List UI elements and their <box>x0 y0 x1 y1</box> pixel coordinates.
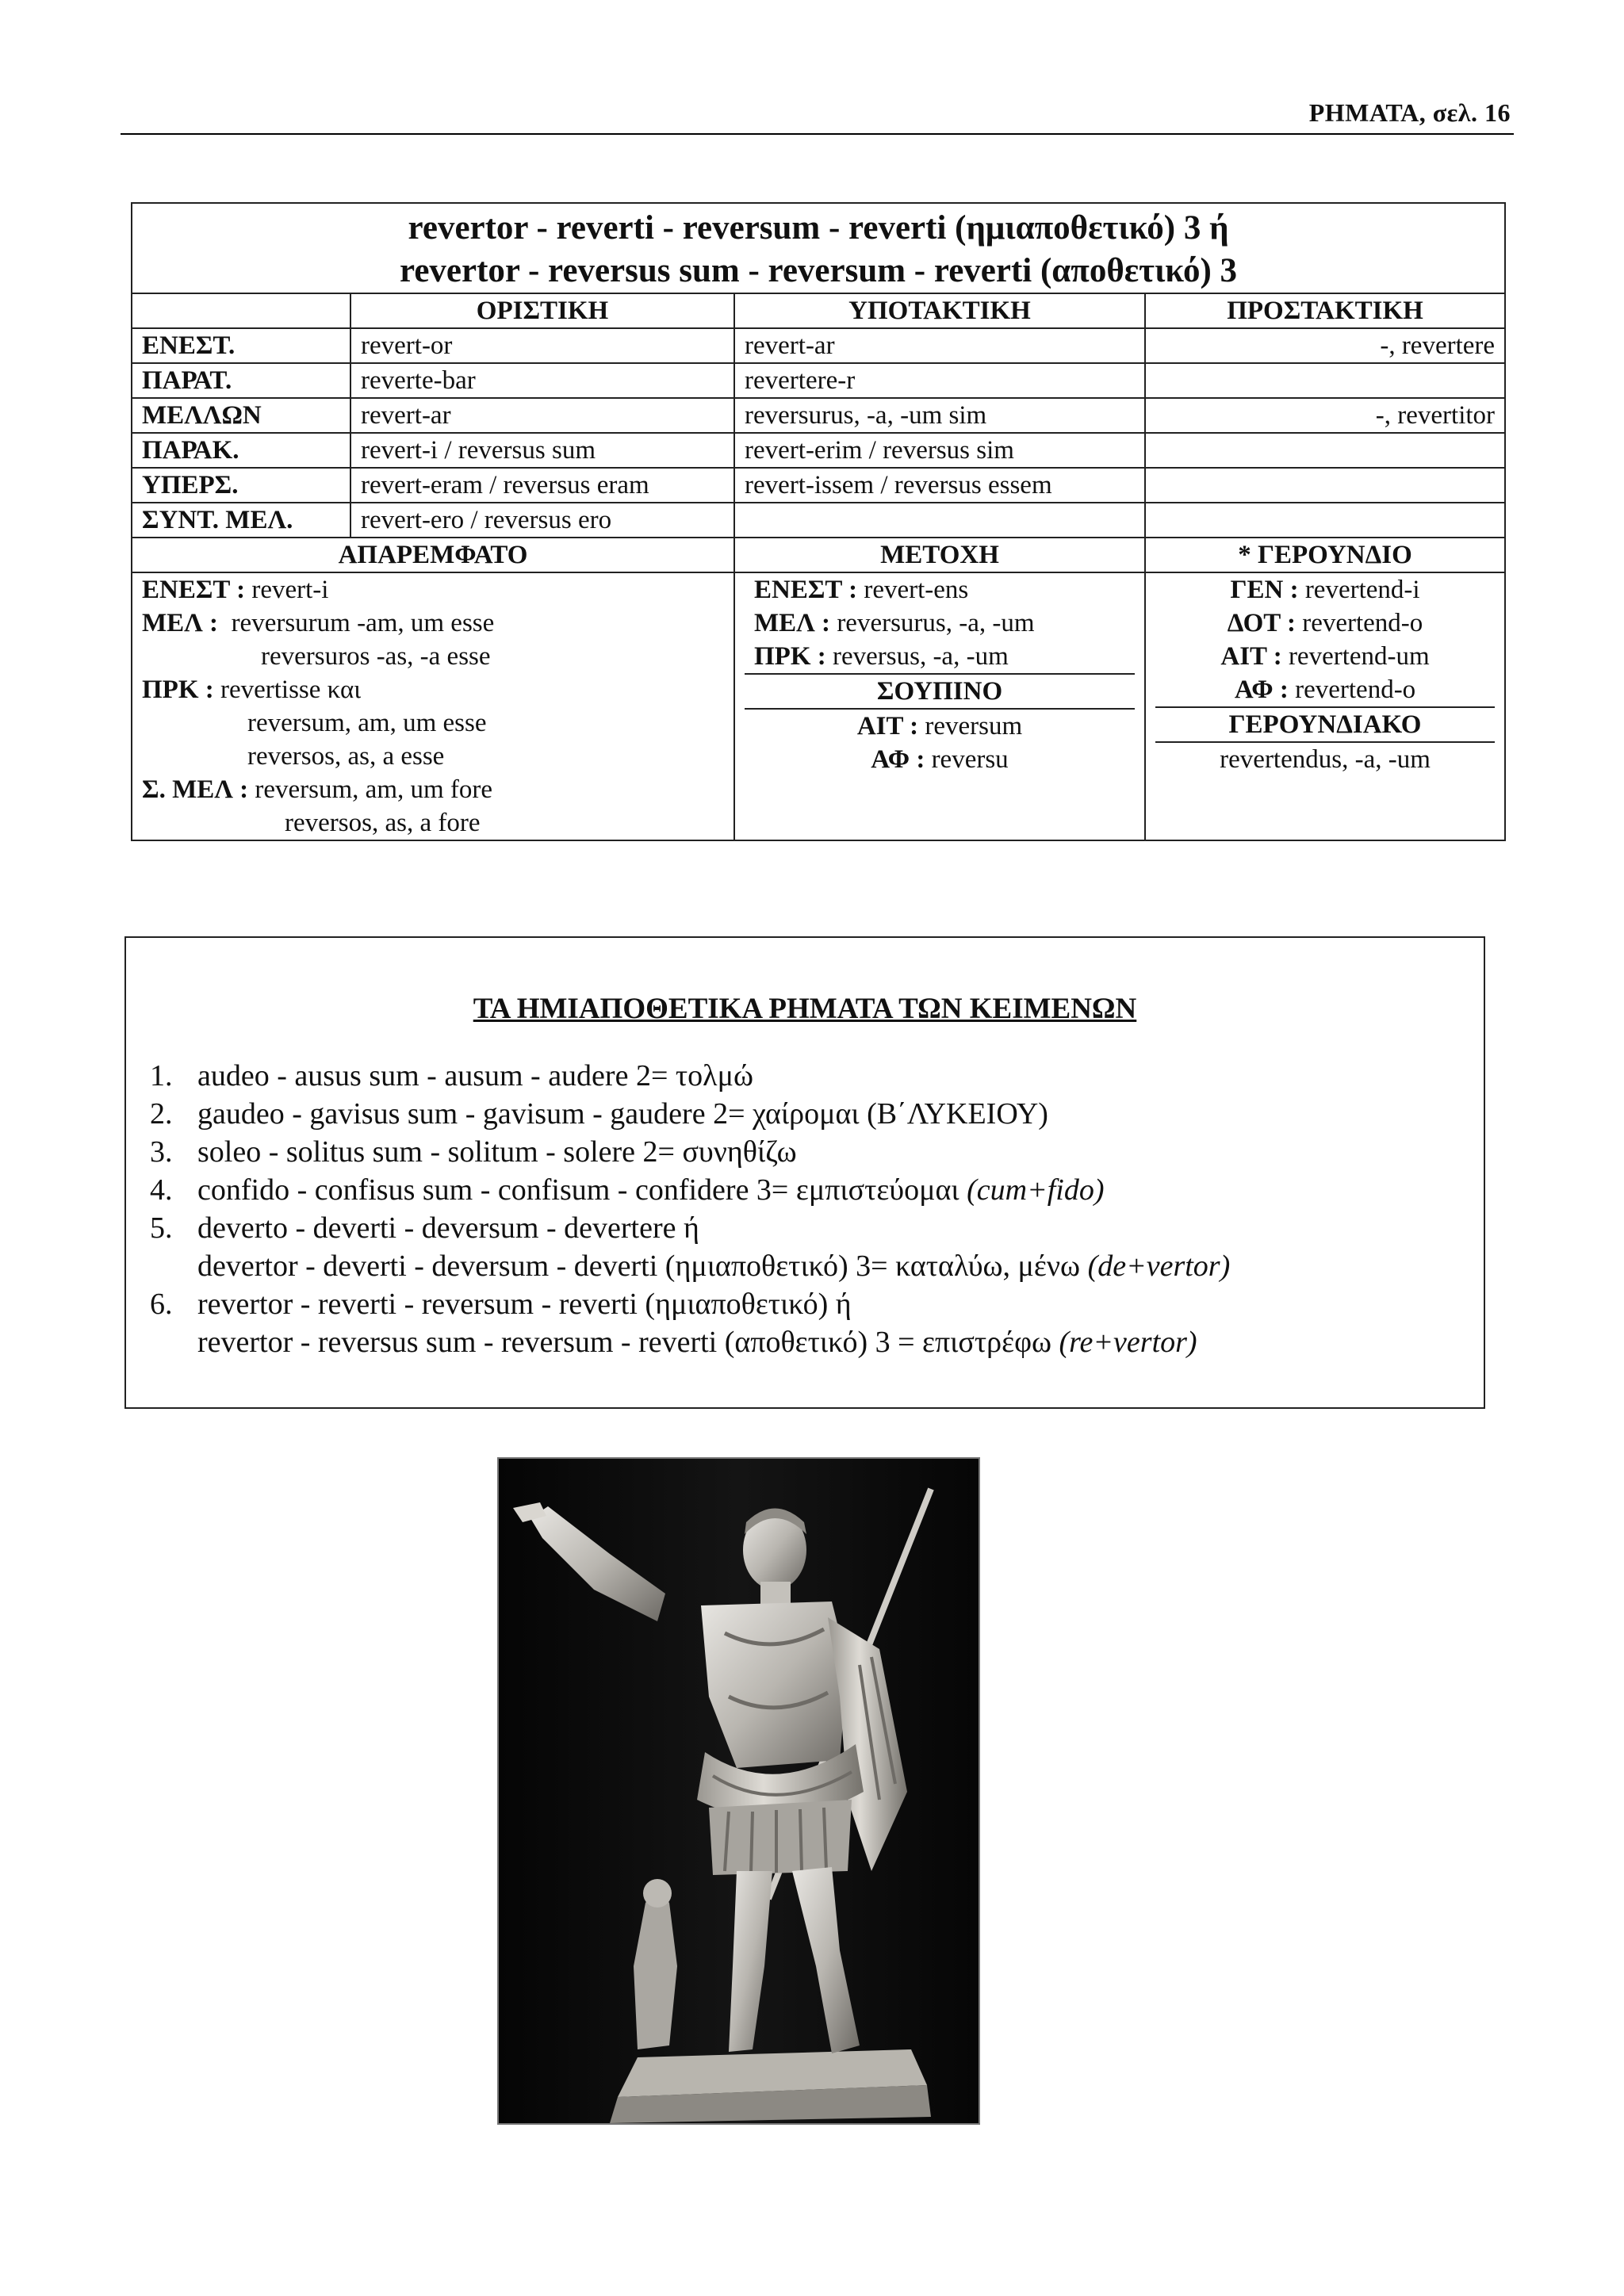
semi-deponent-verbs-box <box>124 936 1485 1409</box>
verb-line: confido - confisus sum - confisum - confidere 3= εμπιστεύομαι (cum+fido) <box>197 1173 1105 1207</box>
infinitive-perfect-2: reversum, am, um esse <box>247 709 487 737</box>
list-item <box>150 1171 1230 1209</box>
supine-acc-label: ΑΙΤ : <box>856 712 919 740</box>
participle-perfect: reversus, -a, -um <box>832 642 1009 671</box>
table-row <box>132 328 1505 363</box>
supine-abl-label: ΑΦ : <box>871 745 925 774</box>
table-row <box>132 503 1505 538</box>
header-indicative: ΟΡΙΣΤΙΚΗ <box>350 293 734 328</box>
list-item <box>150 1133 1230 1171</box>
list-number: 6. <box>150 1288 173 1321</box>
gerund-dat-label: ΔΟΤ : <box>1227 609 1296 637</box>
list-number: 1. <box>150 1059 173 1093</box>
verb-line: gaudeo - gavisus sum - gavisum - gaudere 2= χαίρομαι (Β΄ΛΥΚΕΙΟΥ) <box>197 1097 1048 1131</box>
supine-abl: reversu <box>931 745 1009 774</box>
infinitive-present: revert-i <box>251 576 329 604</box>
gerund-dat: revertend-o <box>1302 609 1423 637</box>
infinitive-cell <box>132 572 734 840</box>
gerundive-header: ΓΕΡΟΥΝΔΙΑΚΟ <box>1155 706 1495 741</box>
table-title <box>132 203 1505 293</box>
verbs-list <box>150 1057 1230 1361</box>
infinitive-perfect-label: ΠΡΚ : <box>142 675 214 704</box>
list-item <box>150 1095 1230 1133</box>
infinitive-perfect-1: revertisse και <box>220 675 362 704</box>
supine-acc: reversum <box>925 712 1023 740</box>
row-label: ΠΑΡΑΤ. <box>132 363 350 398</box>
empty-header-cell <box>132 293 350 328</box>
subjunctive-cell: reversurus, -a, -um sim <box>734 398 1145 433</box>
gerund-block <box>1155 573 1495 706</box>
header-infinitive: ΑΠΑΡΕΜΦΑΤΟ <box>132 538 734 572</box>
subjunctive-cell: revert-erim / reversus sim <box>734 433 1145 468</box>
participle-block <box>745 573 1135 673</box>
header-gerund: * ΓΕΡΟΥΝΔΙΟ <box>1145 538 1505 572</box>
gerund-abl: revertend-o <box>1295 675 1416 704</box>
indicative-cell: revert-or <box>350 328 734 363</box>
statue-photo <box>497 1457 980 2125</box>
infinitive-present-label: ΕΝΕΣΤ : <box>142 576 246 604</box>
row-label: ΥΠΕΡΣ. <box>132 468 350 503</box>
participle-present-label: ΕΝΕΣΤ : <box>754 576 858 604</box>
gerund-gerundive-cell <box>1145 572 1505 840</box>
list-item <box>150 1057 1230 1095</box>
title-line-2: revertor - reversus sum - reversum - reverti (αποθετικό) 3 <box>400 252 1238 289</box>
section-header-row <box>132 538 1505 572</box>
verb-line-2: devertor - deverti - deversum - deverti (ημιαποθετικό) 3= καταλύω, μένω (de+vertor) <box>197 1249 1231 1283</box>
gerund-gen-label: ΓΕΝ : <box>1230 576 1299 604</box>
imperative-cell <box>1145 363 1505 398</box>
gerundive-value: revertendus, -a, -um <box>1155 741 1495 776</box>
subjunctive-cell: revert-ar <box>734 328 1145 363</box>
participle-present: revert-ens <box>864 576 969 604</box>
gerund-gen: revertend-i <box>1304 576 1420 604</box>
participle-future-label: ΜΕΛ : <box>754 609 831 637</box>
imperative-cell <box>1145 503 1505 538</box>
row-label: ΣΥΝΤ. ΜΕΛ. <box>132 503 350 538</box>
indicative-cell: reverte-bar <box>350 363 734 398</box>
table-title-row <box>132 203 1505 293</box>
header-imperative: ΠΡΟΣΤΑΚΤΙΚΗ <box>1145 293 1505 328</box>
infinitive-future-2: reversuros -as, -a esse <box>261 642 491 671</box>
imperative-cell: -, revertitor <box>1145 398 1505 433</box>
verb-line: deverto - deverti - deversum - devertere ή <box>197 1211 699 1245</box>
subjunctive-cell: revert-issem / reversus essem <box>734 468 1145 503</box>
table-row <box>132 468 1505 503</box>
statue-photo-icon <box>499 1459 979 2123</box>
infinitive-future-1: reversurum -am, um esse <box>231 609 495 637</box>
row-label: ΜΕΛΛΩΝ <box>132 398 350 433</box>
table-row <box>132 363 1505 398</box>
list-number: 3. <box>150 1135 173 1169</box>
indicative-cell: revert-ar <box>350 398 734 433</box>
participle-supine-cell <box>734 572 1145 840</box>
nonfinite-forms-row <box>132 572 1505 840</box>
gerund-acc: revertend-um <box>1288 642 1430 671</box>
supine-header: ΣΟΥΠΙΝΟ <box>745 673 1135 708</box>
participle-future: reversurus, -a, -um <box>837 609 1035 637</box>
verb-line: revertor - reverti - reversum - reverti (ημιαποθετικό) ή <box>197 1288 852 1321</box>
indicative-cell: revert-i / reversus sum <box>350 433 734 468</box>
gerund-acc-label: ΑΙΤ : <box>1220 642 1282 671</box>
page-header-text: ΡΗΜΑΤΑ, σελ. 16 <box>1308 98 1511 127</box>
imperative-cell: -, revertere <box>1145 328 1505 363</box>
infinitive-future-label: ΜΕΛ : <box>142 609 219 637</box>
participle-perfect-label: ΠΡΚ : <box>754 642 826 671</box>
list-number: 4. <box>150 1173 173 1207</box>
infinitive-futperf-1: reversum, am, um fore <box>255 775 493 804</box>
row-label: ΕΝΕΣΤ. <box>132 328 350 363</box>
page-header <box>121 94 1514 135</box>
imperative-cell <box>1145 468 1505 503</box>
verb-line: audeo - ausus sum - ausum - audere 2= τολμώ <box>197 1059 753 1093</box>
imperative-cell <box>1145 433 1505 468</box>
table-row <box>132 398 1505 433</box>
list-number: 2. <box>150 1097 173 1131</box>
header-participle: ΜΕΤΟΧΗ <box>734 538 1145 572</box>
infinitive-perfect-3: reversos, as, a esse <box>247 742 445 771</box>
verb-line: soleo - solitus sum - solitum - solere 2= συνηθίζω <box>197 1135 797 1169</box>
indicative-cell: revert-ero / reversus ero <box>350 503 734 538</box>
gerund-abl-label: ΑΦ : <box>1234 675 1289 704</box>
infinitive-futperf-label: Σ. ΜΕΛ : <box>142 775 249 804</box>
header-subjunctive: ΥΠΟΤΑΚΤΙΚΗ <box>734 293 1145 328</box>
indicative-cell: revert-eram / reversus eram <box>350 468 734 503</box>
infinitive-futperf-2: reversos, as, a fore <box>285 809 481 837</box>
subjunctive-cell: revertere-r <box>734 363 1145 398</box>
table-row <box>132 433 1505 468</box>
list-item <box>150 1285 1230 1361</box>
supine-block <box>745 708 1135 776</box>
conjugation-table <box>131 202 1506 841</box>
verb-line-2: revertor - reversus sum - reversum - reverti (αποθετικό) 3 = επιστρέφω (re+vertor) <box>197 1326 1197 1359</box>
row-label: ΠΑΡΑΚ. <box>132 433 350 468</box>
column-header-row <box>132 293 1505 328</box>
box-title: ΤΑ ΗΜΙΑΠΟΘΕΤΙΚΑ ΡΗΜΑΤΑ ΤΩΝ ΚΕΙΜΕΝΩΝ <box>473 993 1137 1025</box>
subjunctive-cell <box>734 503 1145 538</box>
title-line-1: revertor - reverti - reversum - reverti (ημιαποθετικό) 3 ή <box>408 209 1229 247</box>
list-item <box>150 1209 1230 1285</box>
list-number: 5. <box>150 1211 173 1245</box>
